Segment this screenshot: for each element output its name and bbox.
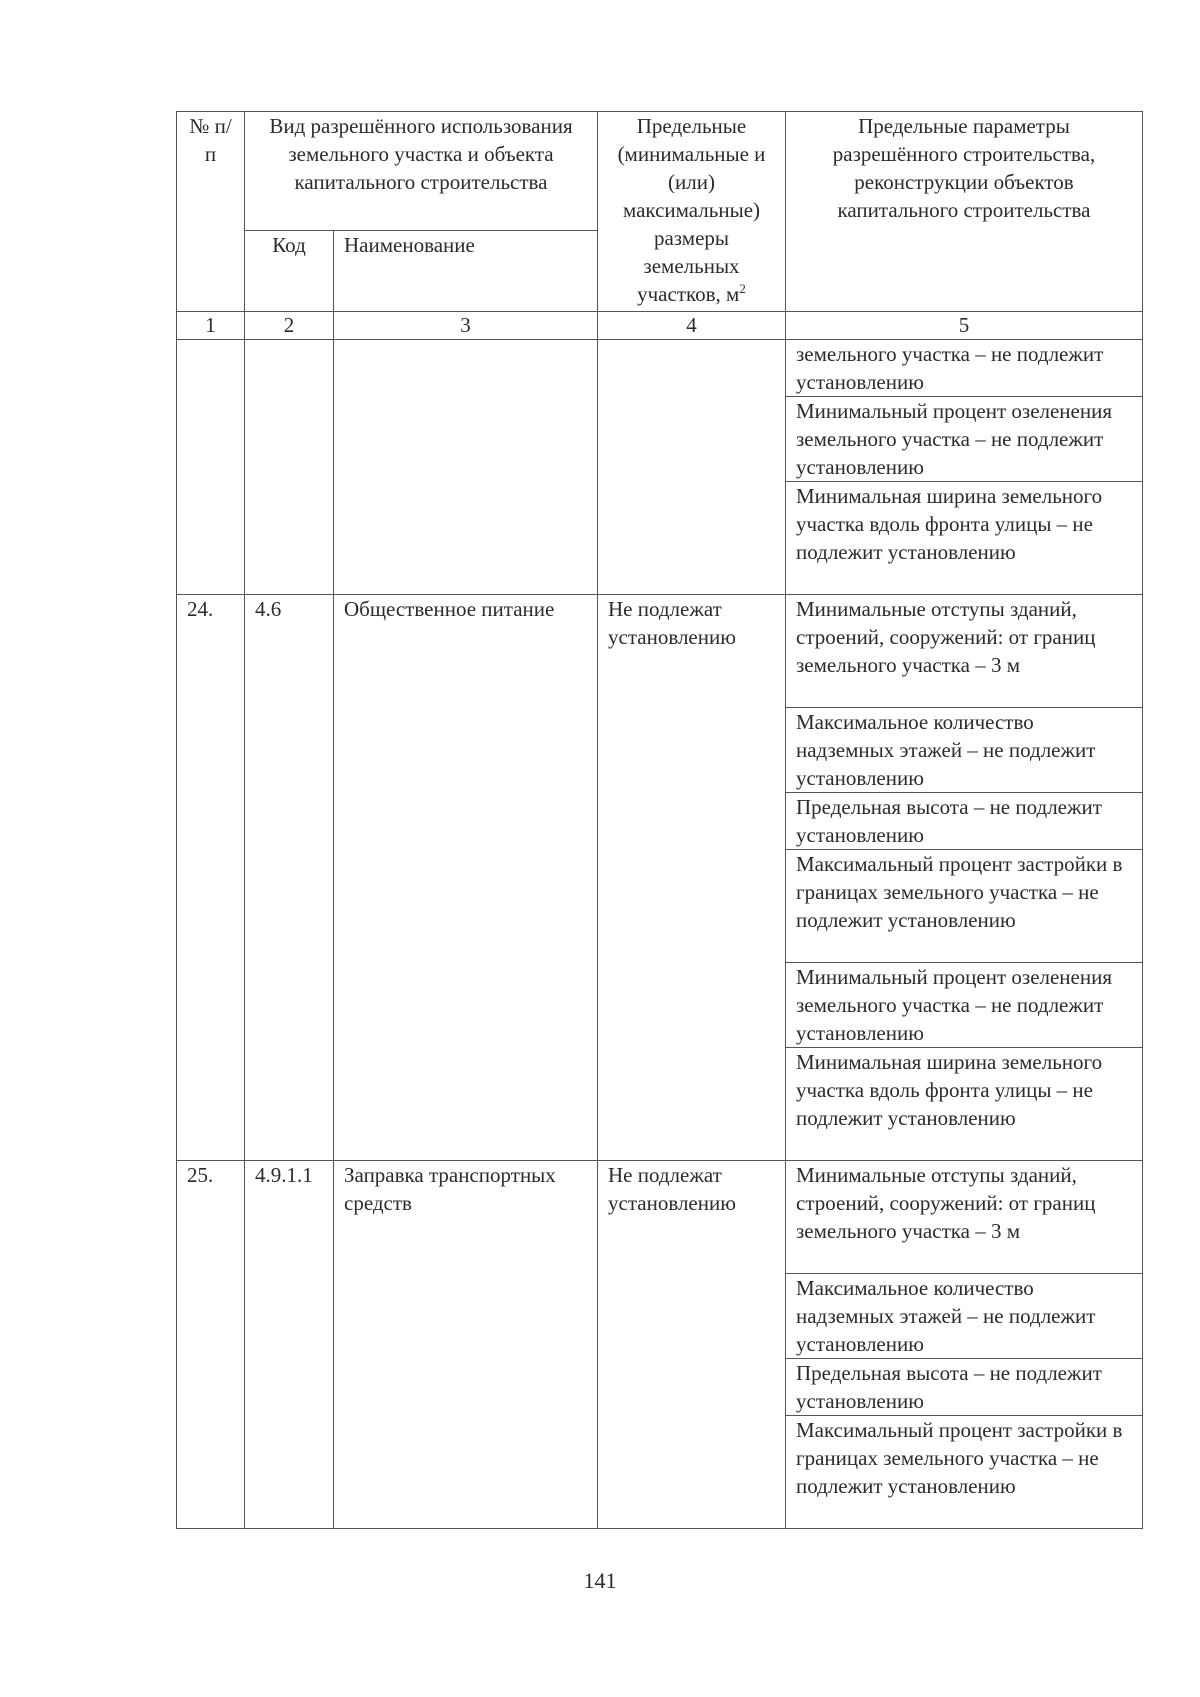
parameter-cell: Минимальные отступы зданий, строений, сооружений: от границ земельного участка – 3 м	[786, 1161, 1143, 1274]
parameter-cell: Минимальный процент озеленения земельного участка – не подлежит установлению	[786, 963, 1143, 1048]
row-plot-size: Не подлежат установлению	[598, 595, 786, 1161]
continuation-number-cell	[177, 340, 245, 595]
land-use-regulations-table	[176, 111, 1143, 1529]
column-number: 3	[334, 312, 598, 340]
header-construction-params: Предельные параметры разрешённого строительства, реконструкции объектов капитального строительства	[786, 112, 1143, 312]
column-number-row	[177, 312, 1143, 340]
continuation-code-cell	[245, 340, 334, 595]
header-name: Наименование	[334, 231, 598, 312]
parameter-cell: Предельная высота – не подлежит установлению	[786, 793, 1143, 850]
row-name: Общественное питание	[334, 595, 598, 1161]
parameter-cell: Минимальная ширина земельного участка вдоль фронта улицы – не подлежит установлению	[786, 482, 1143, 595]
header-plot-size-sup: 2	[739, 281, 746, 296]
continuation-row	[177, 340, 1143, 397]
column-number: 5	[786, 312, 1143, 340]
parameter-cell: Максимальное количество надземных этажей – не подлежит установлению	[786, 708, 1143, 793]
parameter-cell: Максимальный процент застройки в границах земельного участка – не подлежит установлению	[786, 1416, 1143, 1529]
row-name: Заправка транспортных средств	[334, 1161, 598, 1529]
parameter-cell: земельного участка – не подлежит установлению	[786, 340, 1143, 397]
continuation-name-cell	[334, 340, 598, 595]
parameter-cell: Максимальный процент застройки в границах земельного участка – не подлежит установлению	[786, 850, 1143, 963]
row-code: 4.9.1.1	[245, 1161, 334, 1529]
page-number: 141	[583, 1568, 617, 1593]
header-code: Код	[245, 231, 334, 312]
row-number: 24.	[177, 595, 245, 1161]
column-number: 1	[177, 312, 245, 340]
header-permitted-use: Вид разрешённого использования земельного участка и объекта капитального строительства	[245, 112, 598, 231]
parameter-cell: Минимальная ширина земельного участка вдоль фронта улицы – не подлежит установлению	[786, 1048, 1143, 1161]
continuation-size-cell	[598, 340, 786, 595]
parameter-cell: Минимальный процент озеленения земельного участка – не подлежит установлению	[786, 397, 1143, 482]
column-number: 4	[598, 312, 786, 340]
parameter-cell: Минимальные отступы зданий, строений, сооружений: от границ земельного участка – 3 м	[786, 595, 1143, 708]
column-number: 2	[245, 312, 334, 340]
row-code: 4.6	[245, 595, 334, 1161]
table-row	[177, 1161, 1143, 1274]
header-row-1	[177, 112, 1143, 231]
row-plot-size: Не подлежат установлению	[598, 1161, 786, 1529]
table-row	[177, 595, 1143, 708]
header-plot-size	[598, 112, 786, 312]
row-number: 25.	[177, 1161, 245, 1529]
parameter-cell: Максимальное количество надземных этажей – не подлежит установлению	[786, 1274, 1143, 1359]
parameter-cell: Предельная высота – не подлежит установлению	[786, 1359, 1143, 1416]
header-number: № п/п	[177, 112, 245, 312]
header-plot-size-text: Предельные (минимальные и (или) максимальные) размеры земельных участков, м	[617, 114, 766, 306]
